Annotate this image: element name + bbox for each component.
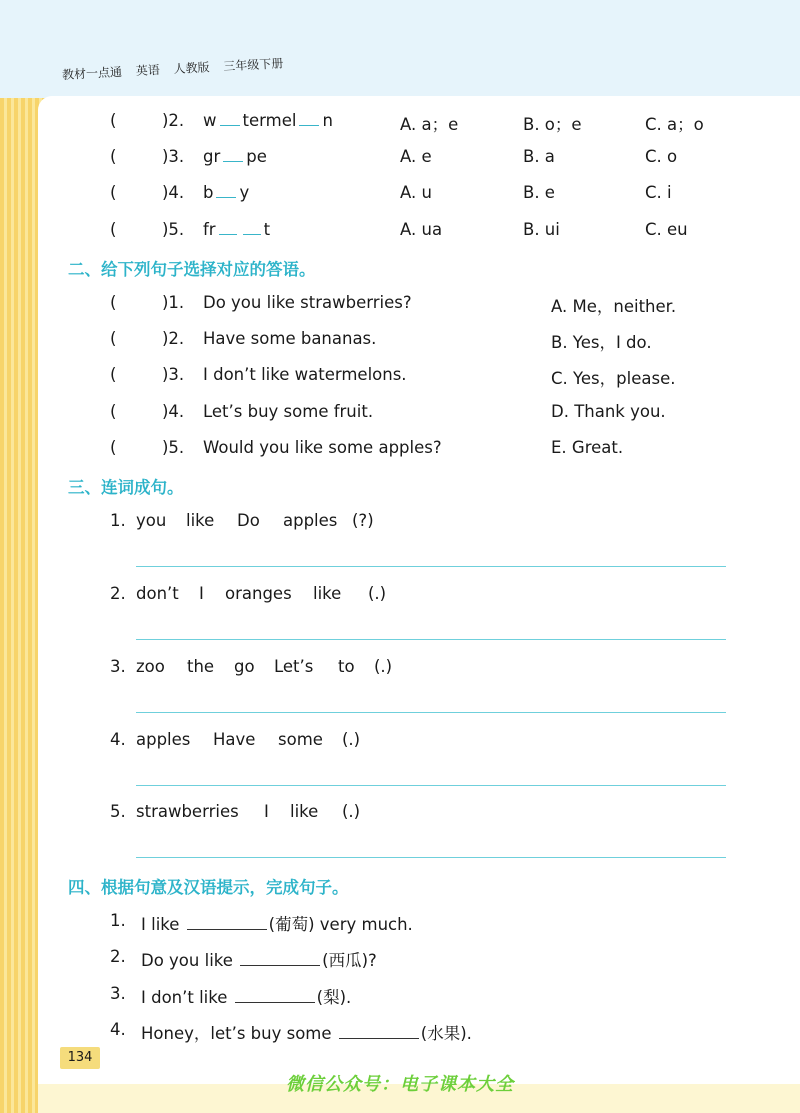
word: like (186, 511, 215, 530)
word-fill: w termel n (203, 111, 333, 130)
option-a: A. ua (400, 220, 443, 239)
item-number: )3. (162, 365, 185, 384)
letter-blank[interactable] (223, 147, 243, 162)
s4-item-1 (0, 908, 800, 934)
word: some (278, 730, 323, 749)
answer-line[interactable] (136, 857, 726, 858)
answer-paren[interactable]: ( (110, 183, 117, 202)
answer-paren[interactable]: ( (110, 438, 117, 457)
option-a: A. a；e (400, 115, 459, 134)
top-background-band (0, 0, 800, 100)
question-text: Have some bananas. (203, 329, 377, 348)
item-number: )5. (162, 220, 185, 239)
s1-item-2 (0, 108, 800, 134)
fill-blank[interactable] (240, 949, 320, 966)
word: I (264, 802, 269, 821)
word: zoo (136, 657, 165, 676)
chinese-hint: (葡萄) (268, 915, 315, 934)
reply-option: B. Yes，I do. (551, 333, 652, 352)
s2-item-2 (0, 326, 800, 352)
answer-paren[interactable]: ( (110, 293, 117, 312)
option-c: C. a；o (645, 115, 704, 134)
section-3-title: 三、连词成句。 (68, 478, 184, 497)
s1-item-5 (0, 217, 800, 243)
letter-blank[interactable] (219, 220, 237, 235)
reply-option: C. Yes，please. (551, 369, 676, 388)
watermark-text: 微信公众号：电子课本大全 (286, 1074, 514, 1095)
answer-paren[interactable]: ( (110, 365, 117, 384)
option-b: B. e (523, 183, 555, 202)
word: Let’s (274, 657, 314, 676)
sentence: Honey，let’s buy some (水果). (141, 1024, 472, 1043)
letter-blank[interactable] (299, 111, 319, 126)
letter-blank[interactable] (220, 111, 240, 126)
word: like (313, 584, 342, 603)
item-number: )1. (162, 293, 185, 312)
fill-blank[interactable] (339, 1022, 419, 1039)
sentence: I like (葡萄) very much. (141, 915, 413, 934)
answer-paren[interactable]: ( (110, 111, 117, 130)
punctuation: (.) (342, 802, 361, 821)
page-number: 134 (60, 1047, 100, 1069)
punctuation: (.) (374, 657, 393, 676)
word: go (234, 657, 255, 676)
question-text: Would you like some apples? (203, 438, 442, 457)
punctuation: (.) (368, 584, 387, 603)
option-c: C. i (645, 183, 672, 202)
s1-item-4 (0, 180, 800, 206)
answer-paren[interactable]: ( (110, 147, 117, 166)
item-number: )4. (162, 402, 185, 421)
item-number: 1. (110, 911, 126, 930)
word-fill: gr pe (203, 147, 267, 166)
question-text: Do you like strawberries? (203, 293, 412, 312)
answer-line[interactable] (136, 566, 726, 567)
word: the (187, 657, 215, 676)
option-c: C. o (645, 147, 678, 166)
punctuation: (.) (342, 730, 361, 749)
section-2-title: 二、给下列句子选择对应的答语。 (68, 260, 316, 279)
word: oranges (225, 584, 292, 603)
s1-item-3 (0, 144, 800, 170)
option-b: B. o；e (523, 115, 582, 134)
item-number: )3. (162, 147, 185, 166)
s2-item-1 (0, 290, 800, 316)
s2-item-5 (0, 435, 800, 461)
word: don’t (136, 584, 179, 603)
header-book: 教材一点通 (61, 64, 123, 82)
chinese-hint: (西瓜) (322, 951, 369, 970)
chinese-hint: (梨) (316, 988, 347, 1007)
item-number: 3. (110, 657, 126, 676)
item-number: 2. (110, 584, 126, 603)
word: apples (136, 730, 191, 749)
option-a: A. u (400, 183, 432, 202)
item-number: )2. (162, 329, 185, 348)
option-c: C. eu (645, 220, 688, 239)
item-number: )2. (162, 111, 185, 130)
item-number: 2. (110, 947, 126, 966)
s3-item-4 (0, 727, 800, 753)
fill-blank[interactable] (187, 913, 267, 930)
chinese-hint: (水果) (420, 1024, 467, 1043)
item-number: )4. (162, 183, 185, 202)
word: apples (283, 511, 338, 530)
letter-blank[interactable] (216, 183, 236, 198)
question-text: Let’s buy some fruit. (203, 402, 374, 421)
s3-item-5 (0, 799, 800, 825)
word: I (199, 584, 204, 603)
reply-option: D. Thank you. (551, 402, 666, 421)
reply-option: E. Great. (551, 438, 624, 457)
fill-blank[interactable] (235, 986, 315, 1003)
letter-blank[interactable] (243, 220, 261, 235)
s4-item-4 (0, 1017, 800, 1043)
option-a: A. e (400, 147, 432, 166)
word-fill: fr t (203, 220, 271, 239)
header-edition: 人教版 (173, 60, 210, 77)
item-number: 4. (110, 1020, 126, 1039)
answer-paren[interactable]: ( (110, 220, 117, 239)
sentence: Do you like (西瓜)? (141, 951, 377, 970)
punctuation: (?) (352, 511, 374, 530)
s3-item-3 (0, 654, 800, 680)
answer-line[interactable] (136, 712, 726, 713)
reply-option: A. Me，neither. (551, 297, 677, 316)
answer-paren[interactable]: ( (110, 402, 117, 421)
item-number: )5. (162, 438, 185, 457)
option-b: B. a (523, 147, 555, 166)
s4-item-3 (0, 981, 800, 1007)
option-b: B. ui (523, 220, 560, 239)
s3-item-1 (0, 508, 800, 534)
item-number: 4. (110, 730, 126, 749)
s3-item-2 (0, 581, 800, 607)
header-subject: 英语 (135, 62, 161, 79)
word: Have (213, 730, 256, 749)
s2-item-4 (0, 399, 800, 425)
word: to (338, 657, 355, 676)
item-number: 3. (110, 984, 126, 1003)
answer-line[interactable] (136, 639, 726, 640)
s4-item-2 (0, 944, 800, 970)
header-grade: 三年级下册 (222, 56, 284, 74)
item-number: 1. (110, 511, 126, 530)
answer-line[interactable] (136, 785, 726, 786)
section-4-title: 四、根据句意及汉语提示，完成句子。 (68, 878, 349, 897)
word: strawberries (136, 802, 239, 821)
word: Do (237, 511, 260, 530)
sentence: I don’t like (梨). (141, 988, 352, 1007)
s2-item-3 (0, 362, 800, 388)
answer-paren[interactable]: ( (110, 329, 117, 348)
word: you (136, 511, 167, 530)
item-number: 5. (110, 802, 126, 821)
question-text: I don’t like watermelons. (203, 365, 407, 384)
word: like (290, 802, 319, 821)
word-fill: b y (203, 183, 250, 202)
